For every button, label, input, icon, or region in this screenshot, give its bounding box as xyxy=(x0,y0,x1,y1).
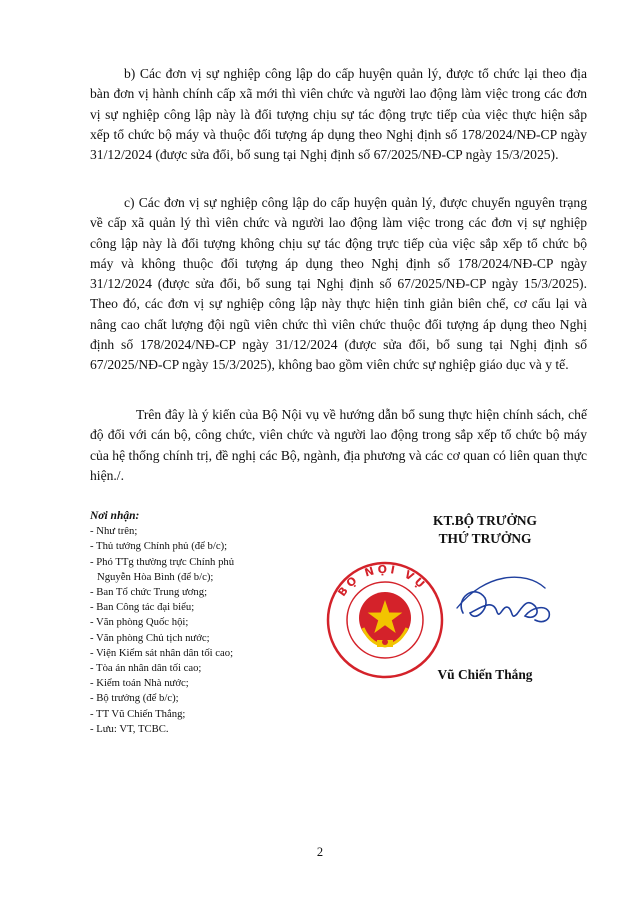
list-item: - Bộ trưởng (để b/c); xyxy=(90,692,179,705)
national-emblem-icon xyxy=(359,592,411,647)
official-seal xyxy=(325,560,445,680)
recipients-list xyxy=(90,524,340,737)
list-item: - Văn phòng Chủ tịch nước; xyxy=(90,631,210,644)
paragraph-closing: Trên đây là ý kiến của Bộ Nội vụ về hướng dẫn bổ sung thực hiện chính sách, chế độ đối với cán bộ, công chức, viên chức và người lao động trong sắp xếp tổ chức bộ máy của hệ thống chính trị, đề nghị các Bộ, ngành, địa phương và các cơ quan có liên quan thực hiện./. xyxy=(90,407,587,483)
paragraph-b: b) Các đơn vị sự nghiệp công lập do cấp huyện quản lý, được tổ chức lại theo địa bàn đơn vị hành chính cấp xã mới thì viên chức và người lao động làm việc trong các đơn vị sự nghiệp công lập này là đối tượng chịu sự tác động trực tiếp của việc thực hiện sắp xếp tổ chức bộ máy và thuộc đối tượng áp dụng theo Nghị định số 178/2024/NĐ-CP ngày 31/12/2024 (được sửa đổi, bổ sung tại Nghị định số 67/2025/NĐ-CP ngày 15/3/2025). xyxy=(90,66,587,163)
signer-name: Vũ Chiến Thắng xyxy=(437,667,533,682)
list-item: - Ban Công tác đại biểu; xyxy=(90,601,195,614)
signature-title-line2: THỨ TRƯỞNG xyxy=(438,531,532,546)
recipients-heading: Nơi nhận: xyxy=(90,510,140,522)
list-item: - Phó TTg thường trực Chính phủ xyxy=(90,555,235,568)
recipients-block xyxy=(90,509,340,737)
list-item: - Như trên; xyxy=(90,525,138,538)
list-item: - Thủ tướng Chính phủ (để b/c); xyxy=(90,540,228,553)
list-item: - TT Vũ Chiến Thắng; xyxy=(90,707,186,720)
list-item: - Ban Tổ chức Trung ương; xyxy=(90,586,208,599)
signature-title-line1: KT.BỘ TRƯỞNG xyxy=(433,513,537,528)
list-item: - Kiểm toán Nhà nước; xyxy=(90,677,189,690)
handwritten-signature xyxy=(445,568,555,638)
list-item: - Tòa án nhân dân tối cao; xyxy=(90,662,202,675)
list-item: Nguyễn Hòa Bình (để b/c); xyxy=(97,570,214,583)
seal-ring-text: BỘ NỘI VỤ xyxy=(335,562,430,599)
list-item: - Lưu: VT, TCBC. xyxy=(90,722,169,735)
page-number: 2 xyxy=(316,845,324,859)
list-item: - Văn phòng Quốc hội; xyxy=(90,616,189,629)
list-item: - Viện Kiểm sát nhân dân tối cao; xyxy=(90,646,234,659)
paragraph-c: c) Các đơn vị sự nghiệp công lập do cấp huyện quản lý, được chuyển nguyên trạng về cấp xã quản lý thì viên chức và người lao động làm việc trong các đơn vị sự nghiệp công lập này là đối tượng không chịu sự tác động trực tiếp của việc sắp xếp tổ chức bộ máy và không thuộc đối tượng áp dụng theo Nghị định số 178/2024/NĐ-CP ngày 31/12/2024 (được sửa đổi, bổ sung tại Nghị định số 67/2025/NĐ-CP ngày 15/3/2025). Theo đó, các đơn vị sự nghiệp công lập này thực hiện tinh giản biên chế, cơ cấu lại và nâng cao chất lượng đội ngũ viên chức thì viên chức thuộc đối tượng áp dụng theo Nghị định số 178/2024/NĐ-CP ngày 31/12/2024 (được sửa đổi, bổ sung tại Nghị định số 67/2025/NĐ-CP ngày 15/3/2025), không bao gồm viên chức sự nghiệp giáo dục và y tế. xyxy=(90,195,587,373)
